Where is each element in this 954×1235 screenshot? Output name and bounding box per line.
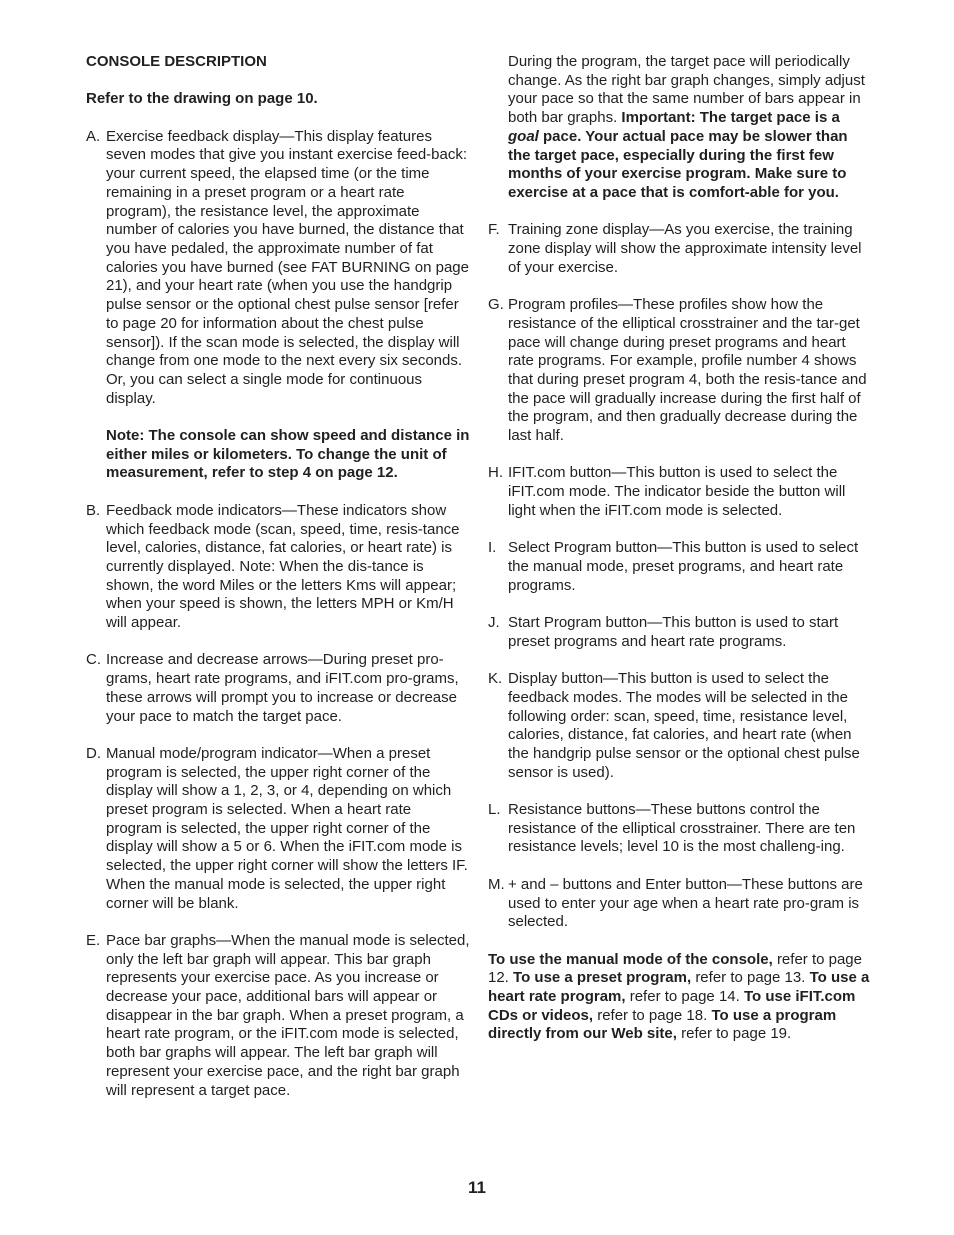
item-letter: H. — [488, 464, 503, 482]
item-text: Increase and decrease arrows—During preset pro-grams, heart rate programs, and iFIT.com pro-grams, these arrows will prompt you to increase or decrease your pace to match the target pace. — [106, 651, 459, 725]
preset-ref-page: refer to page 13. — [695, 969, 806, 987]
item-text: Feedback mode indicators—These indicators show which feedback mode (scan, speed, time, resis-tance level, calories, distance, fat calories, or heart rate) is currently displayed. Note: When the dis-tance is shown, the word Miles or the letters Kms will appear; when your speed is shown, the letters MPH or Km/H will appear. — [106, 501, 460, 632]
item-letter: J. — [488, 614, 500, 632]
item-letter: B. — [86, 501, 101, 519]
item-letter: M. — [488, 875, 505, 893]
item-letter: D. — [86, 744, 101, 762]
item-letter: C. — [86, 651, 101, 669]
item-g — [488, 296, 872, 446]
item-j — [488, 614, 872, 651]
item-letter: L. — [488, 801, 501, 819]
heart-rate-ref-page: refer to page 14. — [629, 988, 740, 1006]
item-d — [86, 745, 470, 913]
left-column — [86, 53, 470, 1100]
item-letter: I. — [488, 539, 497, 557]
item-b — [86, 502, 470, 633]
item-l — [488, 801, 872, 857]
ifit-cd-ref-label: To use iFIT.com CDs or videos, — [488, 988, 856, 1024]
item-text: Display button—This button is used to select the feedback modes. The modes will be selected in the following order: scan, speed, time, resistance level, calories, distance, fat calories, and heart rate (when the handgrip pulse sensor or the optional chest pulse sensor is used). — [508, 670, 860, 781]
item-text: Select Program button—This button is used to select the manual mode, preset programs, and heart rate programs. — [508, 539, 859, 594]
item-f — [488, 221, 872, 277]
item-letter: K. — [488, 670, 503, 688]
ifit-cd-ref-page: refer to page 18. — [597, 1006, 708, 1024]
refer-drawing-line: Refer to the drawing on page 10. — [86, 90, 318, 108]
item-text: Training zone display—As you exercise, the training zone display will show the approximate intensity level of your exercise. — [508, 221, 862, 276]
item-e-continued — [488, 53, 872, 203]
item-e-cont-text: During the program, the target pace will periodically change. As the right bar graph changes, simply adjust your pace so that the same number of bars appear in both bar graphs. — [508, 53, 865, 127]
closing-references — [488, 951, 872, 1045]
page-number: 11 — [468, 1178, 486, 1197]
unit-note: Note: The console can show speed and distance in either miles or kilometers. To change the unit of measurement, refer to step 4 on page 12. — [106, 427, 470, 482]
item-text: Manual mode/program indicator—When a preset program is selected, the upper right corner of the display will show a 1, 2, 3, or 4, depending on which preset program is selected. When a heart rate program is selected, the upper right corner of the display will show a 5 or 6. When the iFIT.com mode is selected, the upper right corner will show the letters IF. When the manual mode is selected, the upper right corner will be blank. — [106, 744, 468, 912]
item-text: Pace bar graphs—When the manual mode is selected, only the left bar graph will appear. This bar graph represents your exercise pace. As you increase or decrease your pace, additional bars will appear or disappear in the bar graph. When a preset program, a heart rate program, or the iFIT.com mode is selected, both bar graphs will appear. The left bar graph will represent your exercise pace, and the right bar graph will represent a target pace. — [106, 931, 470, 1099]
item-text: IFIT.com button—This button is used to select the iFIT.com mode. The indicator beside the button will light when the iFIT.com mode is selected. — [508, 464, 846, 519]
important-note-part1: Important: The target pace is a — [621, 109, 840, 127]
item-e — [86, 932, 470, 1100]
item-i — [488, 539, 872, 595]
item-c — [86, 651, 470, 726]
item-text: + and – buttons and Enter button—These buttons are used to enter your age when a heart rate pro-gram is selected. — [508, 875, 863, 931]
manual-mode-ref-label: To use the manual mode of the console, — [488, 950, 773, 968]
right-column — [488, 53, 872, 1044]
item-m — [488, 876, 872, 932]
item-text: Start Program button—This button is used to start preset programs and heart rate programs. — [508, 614, 839, 650]
item-letter: A. — [86, 127, 101, 145]
item-text: Program profiles—These profiles show how the resistance of the elliptical crosstrainer and the tar-get pace will change during preset programs and heart rate programs. For example, profile number 4 shows that during preset program 4, both the resis-tance and the pace will gradually increase during the first half of the program, and then gradually decrease during the last half. — [508, 296, 867, 445]
item-letter: G. — [488, 296, 504, 314]
item-a — [86, 128, 470, 483]
section-heading: CONSOLE DESCRIPTION — [86, 53, 267, 70]
goal-emphasis: goal — [508, 127, 539, 145]
web-ref-page: refer to page 19. — [681, 1025, 792, 1043]
item-h — [488, 464, 872, 520]
manual-mode-ref-page: refer to page 12. — [488, 950, 862, 987]
item-letter: E. — [86, 931, 101, 949]
heart-rate-ref-label: To use a heart rate program, — [488, 969, 870, 1006]
item-k — [488, 670, 872, 782]
important-note-part2: pace. Your actual pace may be slower than the target pace, especially during the first few months of your exercise program. Make sure to exercise at a pace that is comfort-able for you. — [508, 127, 848, 201]
preset-ref-label: To use a preset program, — [513, 969, 692, 987]
web-ref-label: To use a program directly from our Web site, — [488, 1006, 837, 1043]
item-text: Resistance buttons—These buttons control the resistance of the elliptical crosstrainer. There are ten resistance levels; level 10 is the most challeng-ing. — [508, 801, 856, 856]
item-letter: F. — [488, 221, 500, 239]
item-text: Exercise feedback display—This display features seven modes that give you instant exercise feed-back: your current speed, the elapsed time (or the time remaining in a preset program or a heart rate program), the resistance level, the approximate number of calories you have burned, the distance that you have pedaled, the approximate number of fat calories you have burned (see FAT BURNING on page 21), and your heart rate (when you use the handgrip pulse sensor or the optional chest pulse sensor [refer to page 20 for information about the chest pulse sensor]). If the scan mode is selected, the display will change from one mode to the next every six seconds. Or, you can select a single mode for continuous display. — [106, 127, 469, 407]
item-e-continuation — [508, 53, 872, 203]
